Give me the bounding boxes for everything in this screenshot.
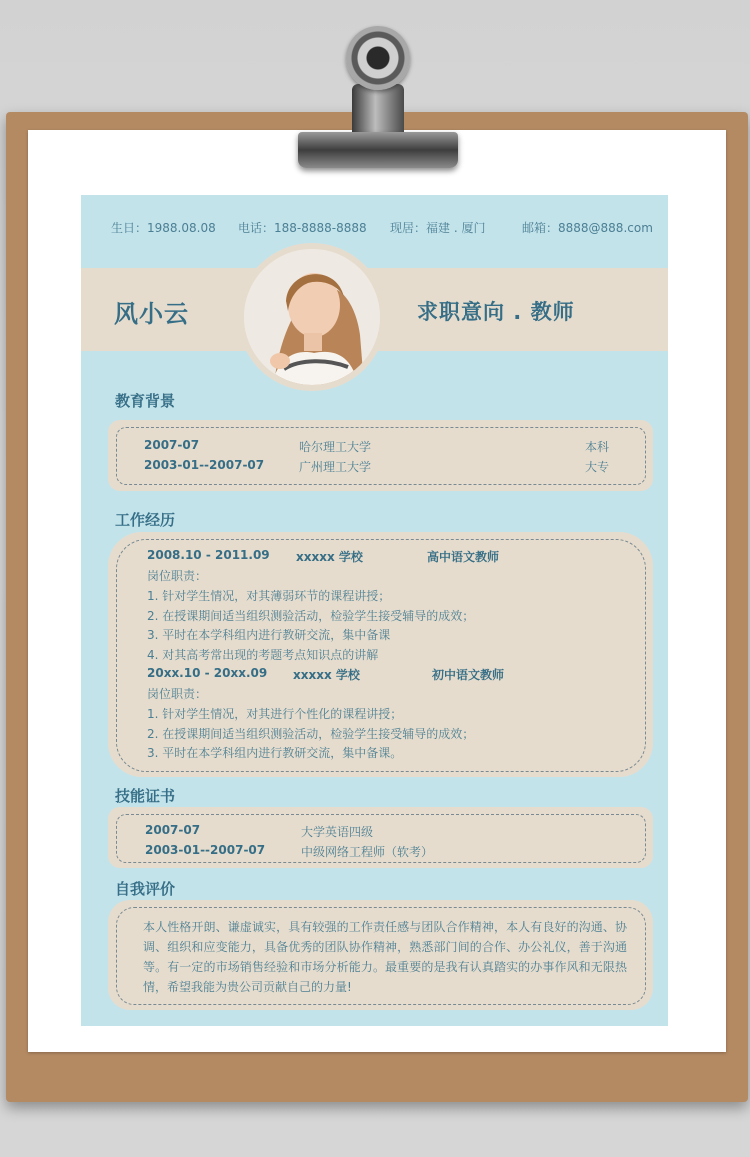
candidate-name: 风小云 [114,300,189,328]
edu-date-2: 2003-01--2007-07 [144,458,265,472]
edu-degree-2: 大专 [585,460,610,474]
contact-bar [81,219,668,235]
edu-degree-1: 本科 [585,440,610,454]
edu-school-2: 广州理工大学 [299,460,372,474]
work-duty-label-1: 岗位职责： [147,569,208,583]
phone: 电话：188-8888-8888 [238,221,367,235]
work-duty-label-2: 岗位职责： [147,687,208,701]
work-duty-2-1: 1. 针对学生情况，对其进行个性化的课程讲授； [147,707,403,721]
work-role-2: 初中语文教师 [432,668,505,682]
work-duty-1-1: 1. 针对学生情况，对其薄弱环节的课程讲授； [147,589,391,603]
work-duty-1-3: 3. 平时在本学科组内进行教研交流，集中备课 [147,628,391,642]
work-date-2: 20xx.10 - 20xx.09 [147,666,268,680]
profile-photo [244,249,380,385]
skill-cert-1: 大学英语四级 [301,825,374,839]
education-title: 教育背景 [115,392,176,410]
evaluation-title: 自我评价 [115,880,176,898]
edu-school-1: 哈尔理工大学 [299,440,372,454]
birthday: 生日：1988.08.08 [111,221,216,235]
work-date-1: 2008.10 - 2011.09 [147,548,270,562]
work-duty-2-3: 3. 平时在本学科组内进行教研交流，集中备课。 [147,746,403,760]
work-duty-1-2: 2. 在授课期间适当组织测验活动，检验学生接受辅导的成效； [147,609,475,623]
resume [81,195,668,1026]
work-company-2: xxxxx 学校 [293,668,360,682]
clip-ring [346,26,410,90]
portrait-image [244,249,380,385]
work-duty-1-4: 4. 对其高考常出现的考题考点知识点的讲解 [147,648,379,662]
work-title: 工作经历 [115,511,176,529]
evaluation-text: 本人性格开朗、谦虚诚实，具有较强的工作责任感与团队合作精神，本人有良好的沟通、协调、组织和应变能力，具备优秀的团队协作精神，熟悉部门间的合作、办公礼仪，善于沟通等。有一定的市场销售经验和市场分析能力。最重要的是我有认真踏实的办事作风和无限热情，希望我能为贵公司贡献自己的力量! [143,920,627,994]
residence: 现居：福建 . 厦门 [390,221,486,235]
skill-cert-2: 中级网络工程师（软考） [301,845,434,859]
edu-date-1: 2007-07 [144,438,200,452]
work-role-1: 高中语文教师 [427,550,500,564]
binder-clip [298,132,458,168]
work-company-1: xxxxx 学校 [296,550,363,564]
skills-title: 技能证书 [115,787,176,805]
email: 邮箱：8888@888.com [522,221,653,235]
job-intent: 求职意向 . 教师 [417,300,575,324]
work-duty-2-2: 2. 在授课期间适当组织测验活动，检验学生接受辅导的成效； [147,727,475,741]
education-border [116,427,646,485]
skill-date-1: 2007-07 [145,823,201,837]
skill-date-2: 2003-01--2007-07 [145,843,266,857]
